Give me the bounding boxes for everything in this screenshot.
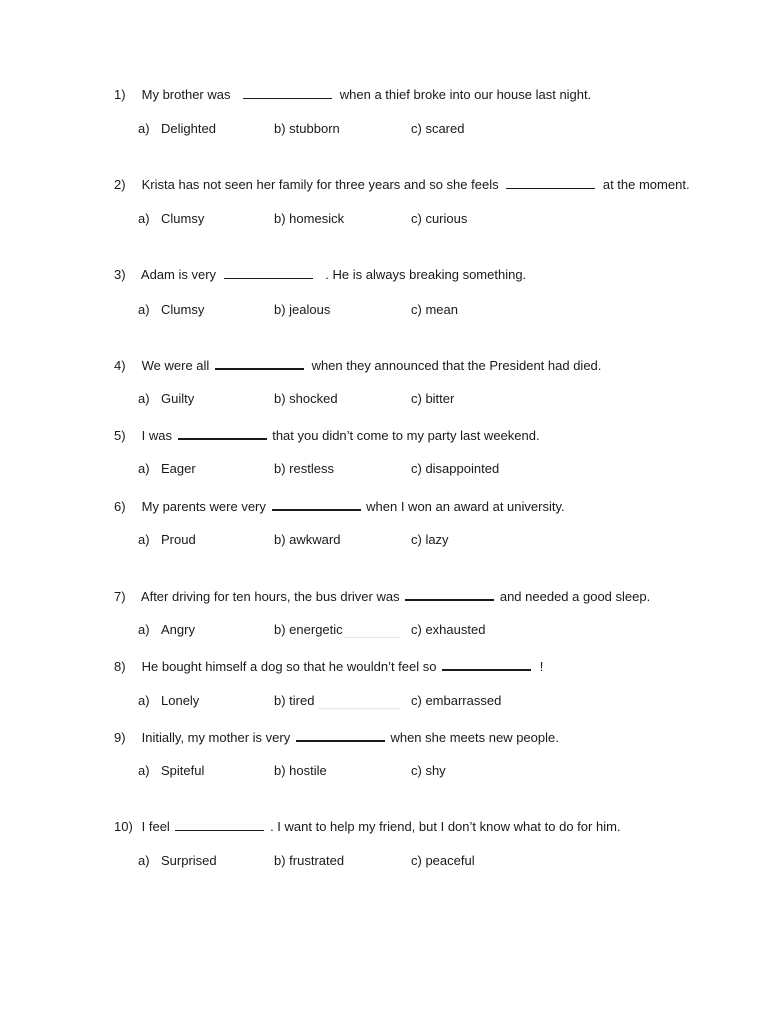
option-a-label: Lonely	[161, 693, 200, 708]
option-letter: a)	[138, 532, 150, 547]
option-letter: a)	[138, 622, 150, 637]
option-b[interactable]: b) jealous	[274, 302, 331, 317]
answer-blank[interactable]	[272, 497, 361, 511]
question-stem	[114, 657, 543, 675]
question-text-after: when a thief broke into our house last night.	[339, 87, 592, 102]
option-a-label: Delighted	[161, 121, 216, 136]
question-number: 10)	[114, 819, 133, 834]
option-letter: a)	[138, 391, 150, 406]
option-b[interactable]: b) stubborn	[274, 121, 340, 136]
question-text-after: that you didn’t come to my party last weekend.	[272, 428, 540, 443]
question-text-after: at the moment.	[602, 177, 690, 192]
question-8	[0, 657, 768, 717]
option-b[interactable]: b) shocked	[274, 391, 338, 406]
option-c[interactable]: c) disappointed	[411, 461, 500, 476]
question-stem	[114, 266, 526, 283]
option-b[interactable]: b) homesick	[274, 211, 345, 226]
faint-underline	[344, 637, 400, 638]
option-c[interactable]: c) curious	[411, 211, 468, 226]
option-c[interactable]: c) peaceful	[411, 853, 475, 868]
question-number: 7)	[114, 589, 126, 604]
question-number: 9)	[114, 730, 126, 745]
question-3	[0, 266, 768, 326]
question-text-before: My brother was	[141, 87, 231, 102]
question-number: 8)	[114, 659, 126, 674]
option-b[interactable]: b) restless	[274, 461, 334, 476]
option-a-label: Angry	[161, 622, 195, 637]
question-text-before: Krista has not seen her family for three years and so she feels	[141, 177, 499, 192]
question-stem	[114, 497, 565, 515]
question-text-after: when she meets new people.	[390, 730, 559, 745]
option-b[interactable]: b) frustrated	[274, 853, 345, 868]
question-6	[0, 497, 768, 557]
question-text-after: when they announced that the President had died.	[311, 358, 602, 373]
question-text-after: and needed a good sleep.	[499, 589, 651, 604]
question-number: 5)	[114, 428, 126, 443]
question-text-before: Adam is very	[140, 267, 217, 282]
question-4	[0, 356, 768, 416]
question-text-before: I was	[141, 428, 172, 443]
option-a[interactable]	[138, 853, 217, 869]
option-a-label: Clumsy	[161, 211, 205, 226]
option-a[interactable]	[138, 121, 216, 137]
question-text-before: I feel	[141, 819, 170, 834]
option-letter: a)	[138, 302, 150, 317]
option-a[interactable]	[138, 302, 204, 318]
option-c[interactable]: c) shy	[411, 763, 446, 778]
option-letter: a)	[138, 461, 150, 476]
question-text-after: when I won an award at university.	[366, 499, 565, 514]
question-stem	[114, 728, 559, 746]
answer-blank[interactable]	[506, 176, 595, 189]
answer-blank[interactable]	[215, 356, 304, 370]
faint-underline	[318, 708, 400, 709]
question-stem	[114, 356, 601, 374]
option-a[interactable]	[138, 211, 204, 227]
option-a-label: Guilty	[161, 391, 195, 406]
question-number: 1)	[114, 87, 126, 102]
option-a-label: Clumsy	[161, 302, 205, 317]
option-letter: a)	[138, 853, 150, 868]
answer-blank[interactable]	[224, 266, 313, 279]
question-text-after: !	[539, 659, 544, 674]
question-text-before: Initially, my mother is very	[141, 730, 291, 745]
question-10	[0, 818, 768, 878]
option-letter: a)	[138, 211, 150, 226]
question-stem	[114, 86, 591, 103]
question-number: 3)	[114, 267, 126, 282]
answer-blank[interactable]	[405, 587, 494, 601]
question-5	[0, 426, 768, 486]
answer-blank[interactable]	[296, 728, 385, 742]
question-text-before: We were all	[141, 358, 210, 373]
option-c[interactable]: c) scared	[411, 121, 465, 136]
question-text-after: . He is always breaking something.	[325, 267, 527, 282]
option-c[interactable]: c) embarrassed	[411, 693, 502, 708]
option-a[interactable]	[138, 391, 194, 407]
question-9	[0, 728, 768, 788]
option-b[interactable]: b) hostile	[274, 763, 327, 778]
option-c[interactable]: c) exhausted	[411, 622, 486, 637]
option-a-label: Proud	[161, 532, 196, 547]
option-a-label: Spiteful	[161, 763, 205, 778]
answer-blank[interactable]	[442, 657, 531, 671]
option-letter: a)	[138, 763, 150, 778]
option-a-label: Surprised	[161, 853, 217, 868]
question-stem	[114, 176, 690, 193]
option-a[interactable]	[138, 532, 196, 548]
question-1	[0, 86, 768, 146]
option-a[interactable]	[138, 693, 199, 709]
option-a[interactable]	[138, 763, 204, 779]
question-text-before: He bought himself a dog so that he wouldn’t feel so	[141, 659, 437, 674]
option-b[interactable]: b) energetic	[274, 622, 343, 637]
question-stem	[114, 426, 540, 444]
question-text-before: After driving for ten hours, the bus driver was	[140, 589, 400, 604]
answer-blank[interactable]	[178, 426, 267, 440]
question-stem	[114, 818, 621, 835]
option-b[interactable]: b) tired	[274, 693, 315, 708]
answer-blank[interactable]	[175, 818, 264, 831]
answer-blank[interactable]	[243, 86, 332, 99]
question-number: 6)	[114, 499, 126, 514]
option-c[interactable]: c) lazy	[411, 532, 449, 547]
option-b[interactable]: b) awkward	[274, 532, 341, 547]
question-text-before: My parents were very	[141, 499, 266, 514]
question-7	[0, 587, 768, 647]
option-a[interactable]	[138, 622, 195, 638]
question-text-after: . I want to help my friend, but I don’t know what to do for him.	[270, 819, 621, 834]
question-stem	[114, 587, 650, 605]
option-a-label: Eager	[161, 461, 196, 476]
option-letter: a)	[138, 121, 150, 136]
option-c[interactable]: c) mean	[411, 302, 458, 317]
option-a[interactable]	[138, 461, 196, 477]
question-number: 2)	[114, 177, 126, 192]
question-number: 4)	[114, 358, 126, 373]
question-2	[0, 176, 768, 236]
option-letter: a)	[138, 693, 150, 708]
option-c[interactable]: c) bitter	[411, 391, 455, 406]
